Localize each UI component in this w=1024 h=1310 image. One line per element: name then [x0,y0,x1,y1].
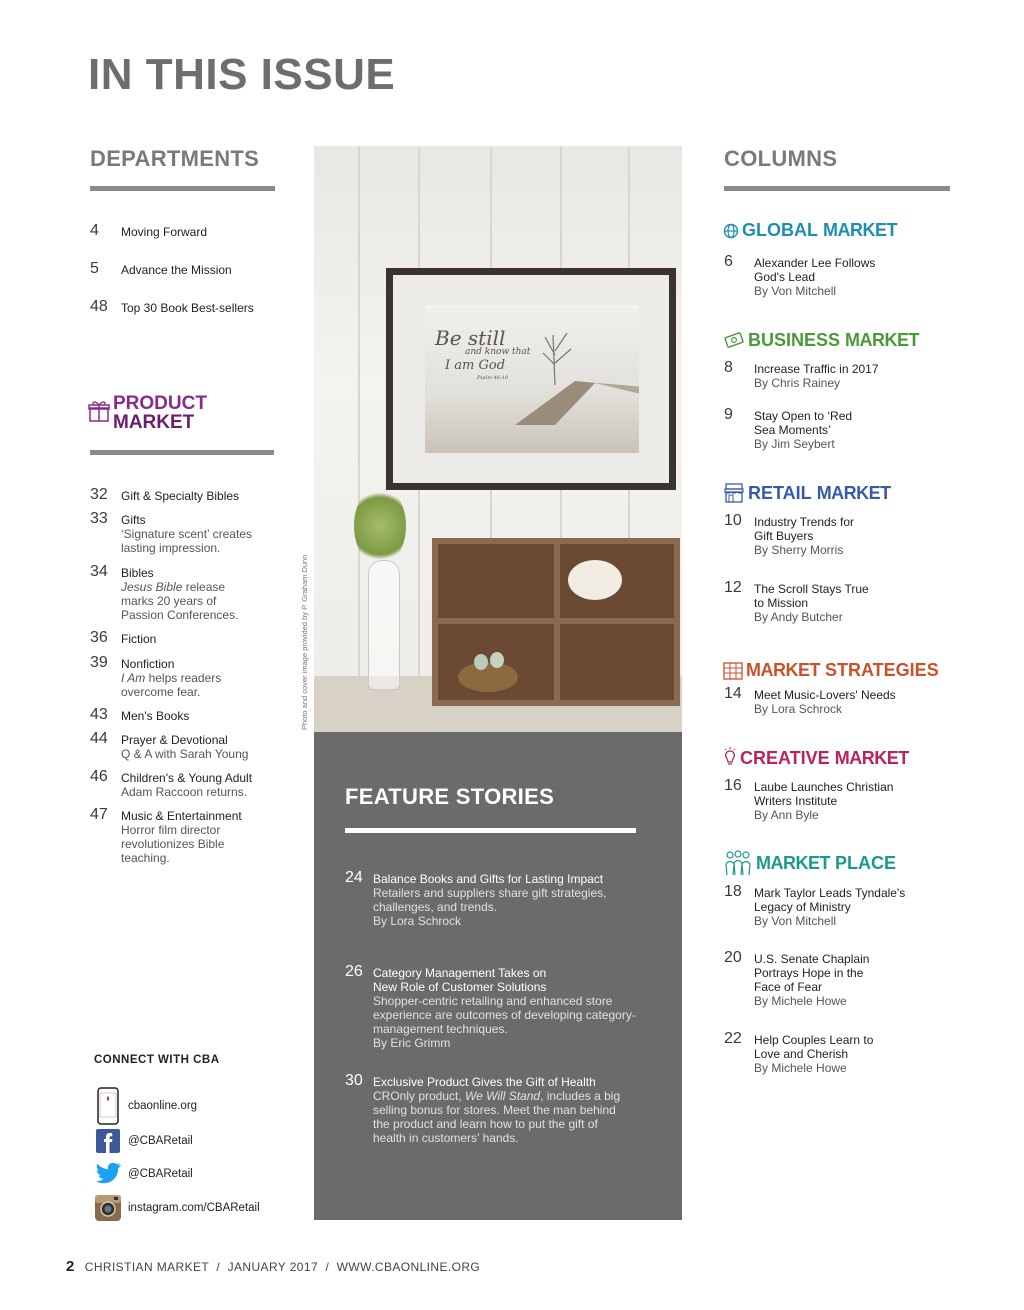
column-item[interactable] [724,360,914,390]
item-description: ‘Signature scent’ creates lasting impression. [121,527,252,555]
crate-divider [554,544,560,700]
photo-credit-text: Photo and cover image provided by P. Graham Dunn [300,554,309,730]
departments-rule [90,186,275,191]
columns-heading: COLUMNS [724,146,838,171]
item-title: Music & Entertainment [121,809,242,823]
item-byline: By Lora Schrock [754,702,843,716]
storefront-icon [723,482,745,504]
page-number: 32 [90,486,108,503]
product-market-logo [88,394,207,432]
feature-stories-panel [314,732,682,1220]
page-footer [66,1258,480,1275]
item-title: Increase Traffic in 2017 [754,362,879,376]
item-byline: By Lora Schrock [373,914,462,928]
item-byline: By Michele Howe [754,1061,847,1075]
description-text: helps readers overcome fear. [121,671,222,699]
page-number: 44 [90,730,108,747]
product-item[interactable] [90,807,251,865]
print-reference: Psalm 46:10 [477,375,509,381]
item-description: Adam Raccoon returns. [121,785,248,799]
item-title: Moving Forward [121,225,208,239]
item-byline: By Von Mitchell [754,284,837,298]
item-title: Industry Trends for Gift Buyers [754,515,855,543]
page-number: 30 [345,1072,363,1089]
market-label: MARKET [113,412,195,433]
page-number: 26 [345,963,363,980]
logo-word-2: MARKET [834,747,909,768]
feature-item[interactable] [345,870,643,928]
feature-stories-rule [345,828,636,833]
cover-photo [314,146,682,732]
wooden-crate [432,538,680,706]
page-number: 14 [724,685,742,702]
creative-market-logo [723,747,909,769]
page-number: 5 [90,260,99,277]
item-description: Shopper-centric retailing and enhanced store experience are outcomes of developing category-management techniques. [373,994,636,1036]
footer-text: CHRISTIAN MARKET / JANUARY 2017 / WWW.CBAONLINE.ORG [84,1260,481,1274]
page-number: 39 [90,654,108,671]
italic-title: I Am [121,671,146,685]
lightbulb-icon [723,747,737,769]
item-byline: By Sherry Morris [754,543,844,557]
description-prefix: CROnly product, [373,1089,466,1103]
item-description [121,671,241,699]
item-title: Gift & Specialty Bibles [121,489,240,503]
page-number: 10 [724,512,742,529]
feature-stories-heading: FEATURE STORIES [345,784,555,809]
social-label: @CBARetail [128,1168,193,1180]
instagram-icon [94,1194,122,1222]
dock-tree-illustration [515,325,639,425]
item-description [373,1089,625,1145]
item-title: Children's & Young Adult [121,771,253,785]
people-icon [723,850,753,876]
page-number: 48 [90,298,108,315]
egg [490,652,504,668]
item-byline: By Jim Seybert [754,437,835,451]
item-description: Horror film director revolutionizes Bible teaching. [121,823,225,865]
print-line-1: Be still [435,326,506,350]
item-title: Men's Books [121,709,190,723]
page-number: 34 [90,563,108,580]
item-byline: By Ann Byle [754,808,819,822]
business-market-logo [723,330,919,351]
twitter-icon [94,1160,122,1188]
picture-frame [386,268,676,490]
gift-icon [88,399,110,423]
column-item[interactable] [724,1031,894,1075]
item-title: Fiction [121,632,157,646]
department-item[interactable] [90,223,207,239]
page-number: 12 [724,579,742,596]
column-item[interactable] [724,884,934,928]
item-title: Alexander Lee Follows God's Lead [754,256,876,284]
column-item[interactable] [724,513,874,557]
white-rose [568,560,622,600]
page-number: 9 [724,406,733,423]
logo-word-2: MARKET [823,220,898,240]
item-title: Prayer & Devotional [121,733,228,747]
page-number: 2 [66,1258,75,1275]
item-title: The Scroll Stays True to Mission [754,582,869,610]
global-market-logo [723,220,897,241]
department-item[interactable] [90,299,254,315]
page-number: 18 [724,883,742,900]
product-item[interactable] [90,769,252,799]
page-number: 24 [345,869,363,886]
department-item[interactable] [90,261,232,277]
item-description: Retailers and suppliers share gift strategies, challenges, and trends. [373,886,607,914]
facebook-link[interactable] [94,1127,193,1155]
product-label: PRODUCT [113,393,207,414]
column-item[interactable] [724,778,914,822]
item-description: Q & A with Sarah Young [121,747,249,761]
column-item[interactable] [724,254,904,298]
product-item[interactable] [90,707,189,723]
logo-word-1: GLOBAL [742,220,818,240]
product-item[interactable] [90,655,241,699]
logo-word-1: MARKET [746,660,820,680]
item-byline: By Andy Butcher [754,610,843,624]
column-item[interactable] [724,950,884,1008]
product-item[interactable] [90,731,248,761]
product-item[interactable] [90,630,156,646]
item-byline: By Eric Grimm [373,1036,451,1050]
item-description [121,580,251,622]
item-title: Top 30 Book Best-sellers [121,301,254,315]
instagram-link[interactable] [94,1194,260,1222]
italic-title: Jesus Bible [121,580,183,594]
logo-word-1: RETAIL [748,482,812,503]
phone-icon [94,1086,122,1126]
item-title: Advance the Mission [121,263,232,277]
departments-heading: DEPARTMENTS [90,146,260,171]
item-byline: By Chris Rainey [754,376,841,390]
logo-word-2: STRATEGIES [825,660,939,680]
egg [474,654,488,670]
page-number: 22 [724,1030,742,1047]
social-label: instagram.com/CBARetail [128,1202,260,1214]
description-text: , includes a big selling bonus for stores. Meet the man behind the product and learn how to put the gift of health in customers’ hands. [373,1089,621,1145]
feature-item[interactable] [345,964,649,1050]
twitter-link[interactable] [94,1160,193,1188]
page-number: 6 [724,253,733,270]
product-item[interactable] [90,511,271,555]
product-market-rule [90,450,274,455]
item-title: U.S. Senate Chaplain Portrays Hope in the Face of Fear [754,952,870,994]
page-number: 46 [90,768,108,785]
logo-word-1: CREATIVE [740,747,830,768]
connect-heading: CONNECT WITH CBA [94,1054,220,1066]
item-title: Nonfiction [121,657,175,671]
page-number: 20 [724,949,742,966]
money-icon [723,332,745,350]
item-title: Help Couples Learn to Love and Cherish [754,1033,874,1061]
item-title: Category Management Takes on New Role of Customer Solutions [373,966,547,994]
page-number: 47 [90,806,108,823]
nest [458,662,518,692]
page-number: 33 [90,510,108,527]
column-item[interactable] [724,580,874,624]
globe-icon [723,223,739,239]
page-title: IN THIS ISSUE [88,50,396,99]
item-title: Mark Taylor Leads Tyndale's Legacy of Ministry [754,886,906,914]
item-title: Gifts [121,513,146,527]
market-place-logo [723,850,896,876]
market-strategies-logo [723,660,939,681]
description-text: release marks 20 years of Passion Conferences. [121,580,239,622]
page-number: 8 [724,359,733,376]
logo-word-1: MARKET [756,852,830,873]
item-title: Exclusive Product Gives the Gift of Health [373,1075,596,1089]
feature-item[interactable] [345,1073,625,1145]
logo-word-2: MARKET [845,330,920,350]
columns-rule [724,186,950,191]
print-line-3: I am God [445,358,506,373]
framed-print [425,305,639,453]
chart-icon [723,662,743,680]
photo-credit [300,554,314,730]
website-link[interactable] [94,1086,197,1126]
page-number: 16 [724,777,742,794]
item-title: Balance Books and Gifts for Lasting Impact [373,872,604,886]
item-title: Bibles [121,566,154,580]
product-item[interactable] [90,487,239,503]
page-number: 4 [90,222,99,239]
italic-title: We Will Stand [465,1089,541,1103]
glass-bottle [368,560,400,690]
logo-word-1: BUSINESS [748,330,841,350]
facebook-icon [94,1127,122,1155]
item-title: Meet Music-Lovers' Needs [754,688,896,702]
product-item[interactable] [90,564,251,622]
page-number: 36 [90,629,108,646]
logo-word-2: PLACE [835,852,897,873]
column-item[interactable] [724,407,874,451]
item-title: Stay Open to ‘Red Sea Moments’ [754,409,853,437]
social-label: cbaonline.org [128,1100,198,1112]
item-byline: By Michele Howe [754,994,847,1008]
retail-market-logo [723,482,891,504]
item-byline: By Von Mitchell [754,914,837,928]
page-number: 43 [90,706,108,723]
logo-word-2: MARKET [816,482,891,503]
social-label: @CBARetail [128,1135,193,1147]
column-item[interactable] [724,686,924,716]
hydrangea-flowers [354,486,406,566]
print-line-2: and know that [465,347,531,357]
item-title: Laube Launches Christian Writers Institute [754,780,894,808]
wood-plank-line [358,146,360,732]
